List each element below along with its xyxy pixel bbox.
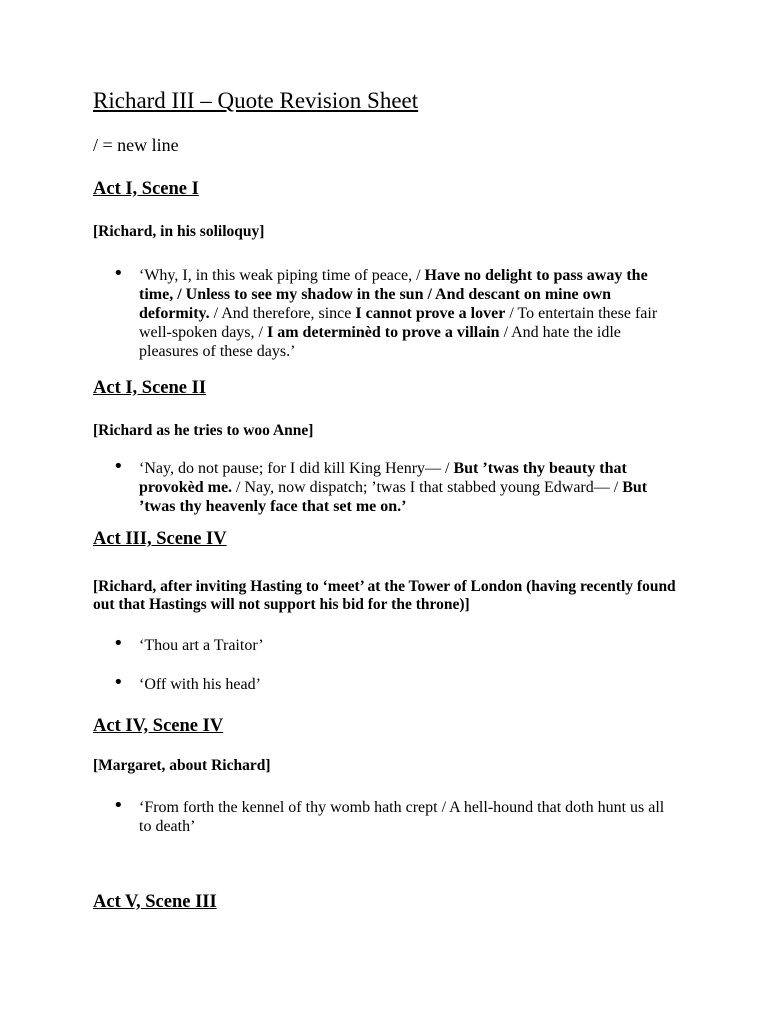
section-heading-act3-scene4: Act III, Scene IV <box>93 529 227 549</box>
section-context-act1-scene2: [Richard as he tries to woo Anne] <box>93 422 314 439</box>
quote-item: • ‘Off with his head’ <box>139 675 679 694</box>
section-heading-act1-scene1: Act I, Scene I <box>93 179 199 199</box>
section-context-act1-scene1: [Richard, in his soliloquy] <box>93 223 265 240</box>
quote-item: • ‘Nay, do not pause; for I did kill King Henry— / But ’twas thy beauty that provokèd me. / Nay, now dispatch; ’twas I that stabbed young Edward— / But ’twas thy heavenly face that set me on.’ <box>139 459 679 516</box>
section-heading-act1-scene2: Act I, Scene II <box>93 378 207 398</box>
quote-item: • ‘Thou art a Traitor’ <box>139 636 679 655</box>
page-title: Richard III – Quote Revision Sheet <box>93 88 419 113</box>
quote-item: • ‘From forth the kennel of thy womb hath crept / A hell-hound that doth hunt us all to death’ <box>139 798 679 836</box>
legend-note: / = new line <box>93 135 179 155</box>
quote-item: • ‘Why, I, in this weak piping time of peace, / Have no delight to pass away the time, / Unless to see my shadow in the sun / And descant on mine own deformity. / And therefore, since I cannot prove a lover / To entertain these fair well-spoken days, / I am determinèd to prove a villain / And hate the idle pleasures of these days.’ <box>139 266 679 361</box>
section-heading-act5-scene3: Act V, Scene III <box>93 892 217 912</box>
section-heading-act4-scene4: Act IV, Scene IV <box>93 716 224 736</box>
section-context-act4-scene4: [Margaret, about Richard] <box>93 757 271 774</box>
section-context-act3-scene4: [Richard, after inviting Hasting to ‘meet’ at the Tower of London (having recently found out that Hastings will not support his bid for the throne)] <box>93 578 676 613</box>
